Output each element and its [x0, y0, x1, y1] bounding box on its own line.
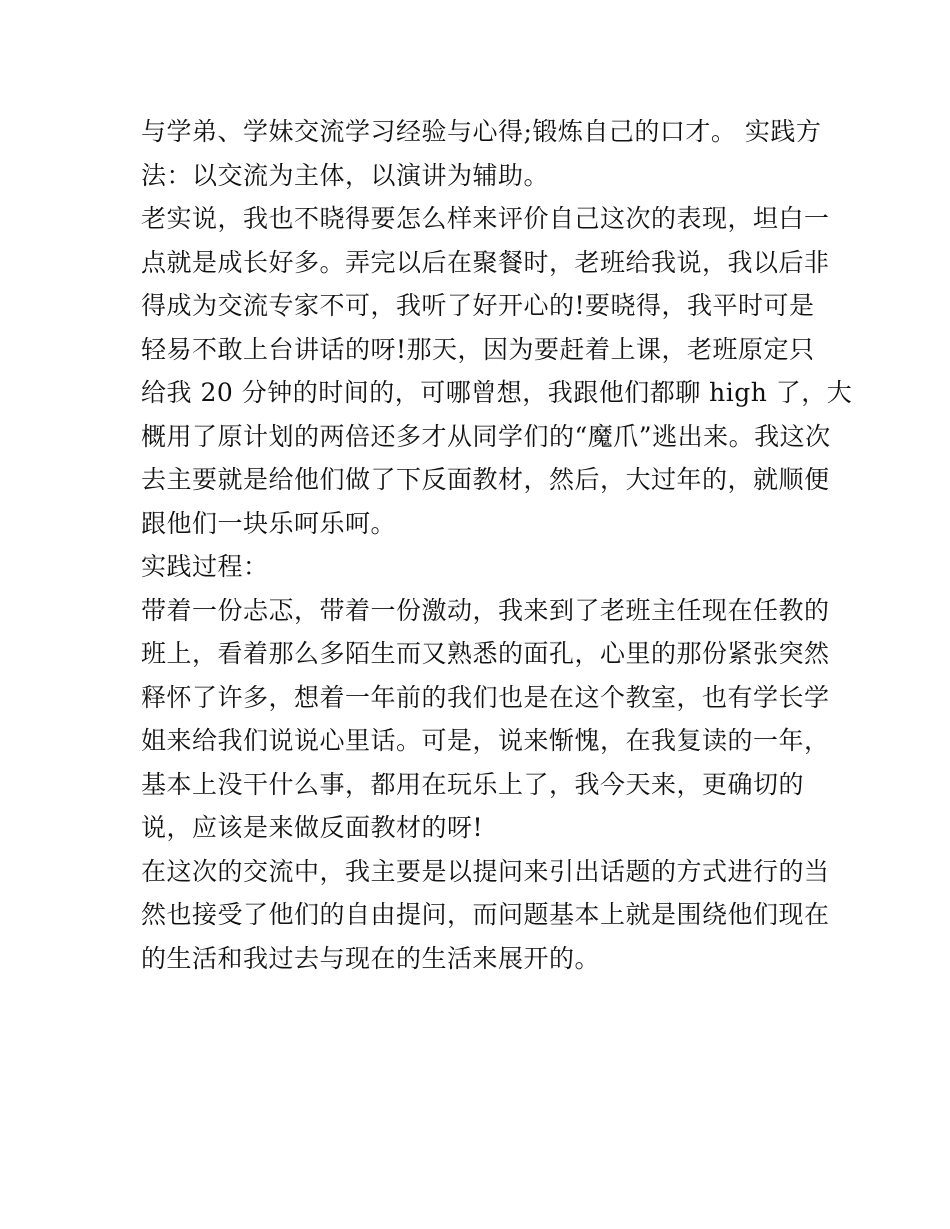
text-line: 带着一份忐忑，带着一份激动，我来到了老班主任现在任教的	[141, 595, 830, 625]
body-text	[141, 110, 853, 980]
text-line: 与学弟、学妹交流学习经验与心得;锻炼自己的口才。 实践方	[141, 117, 822, 146]
text-line: 得成为交流专家不可，我听了好开心的!要晓得，我平时可是	[141, 291, 815, 320]
section-heading: 实践过程：	[141, 552, 269, 581]
text-line: 姐来给我们说说心里话。可是，说来惭愧，在我复读的一年，	[141, 726, 830, 755]
text-line: 跟他们一块乐呵乐呵。	[141, 508, 397, 538]
text-line: 说，应该是来做反面教材的呀!	[141, 813, 484, 842]
text-line: 轻易不敢上台讲话的呀!那天，因为要赶着上课，老班原定只	[141, 334, 815, 364]
text-line: 老实说，我也不晓得要怎么样来评价自己这次的表现，坦白一	[141, 204, 830, 233]
text-line: 法：以交流为主体，以演讲为辅助。	[141, 160, 550, 190]
text-line: 班上，看着那么多陌生而又熟悉的面孔，心里的那份紧张突然	[141, 639, 830, 668]
text-line: 概用了原计划的两倍还多才从同学们的“魔爪”逃出来。我这次	[141, 421, 831, 451]
text-line: 的生活和我过去与现在的生活来展开的。	[141, 943, 601, 973]
text-line: 释怀了许多，想着一年前的我们也是在这个教室，也有学长学	[141, 682, 830, 712]
text-line: 在这次的交流中，我主要是以提问来引出话题的方式进行的当	[141, 856, 830, 886]
text-line: 基本上没干什么事，都用在玩乐上了，我今天来，更确切的	[141, 769, 805, 799]
text-line: 给我 20 分钟的时间的，可哪曾想，我跟他们都聊 high 了，大	[141, 378, 853, 407]
text-line: 去主要就是给他们做了下反面教材，然后，大过年的，就顺便	[141, 465, 830, 494]
text-line: 然也接受了他们的自由提问，而问题基本上就是围绕他们现在	[141, 900, 830, 929]
text-line: 点就是成长好多。弄完以后在聚餐时，老班给我说，我以后非	[141, 247, 830, 277]
